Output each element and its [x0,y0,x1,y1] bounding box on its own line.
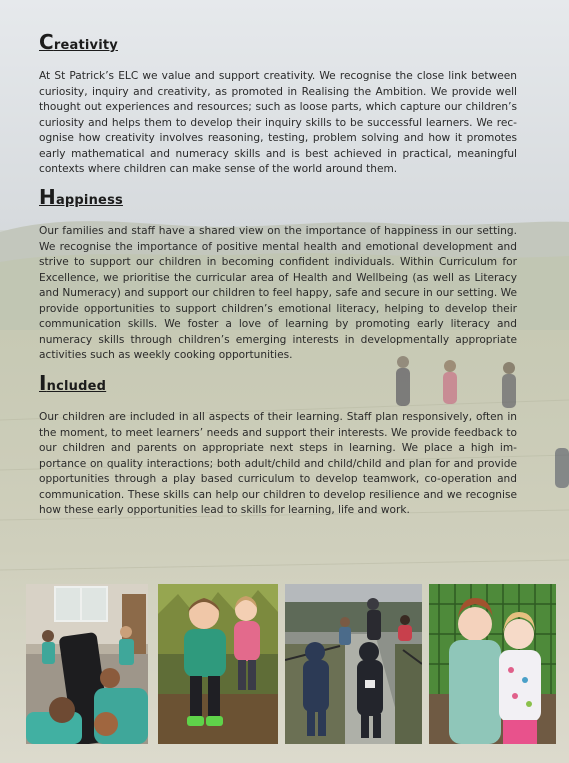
photo-two-girls-fence [429,584,556,744]
heading-creativity: Creativity [39,30,118,54]
paragraph-included: Our children are included in all aspects of their learning. Staff plan responsively, often in the moment, to meet learners’ needs and support their interests. We provide feedback to our children and parents on appropriate next steps in learning. We place a high importance on quality interactions; both adult/child and child/child and plan for and provide opportunities through a play based curriculum to develop teamwork, co-operation and communication. These skills can help our children to develop resilience and we recognise how these early opportunities lead to skills for learning, life and work. [39,411,517,516]
photo-children-garden [158,584,278,744]
paragraph-happiness: Our families and staff have a shared view on the importance of happiness in our setting. We recognise the importance of positive mental health and emotional development and strive to support our children in becoming confident individuals. Within Curriculum for Excellence, we prioritise the curricular area of Health and Wellbeing (as well as Literacy and Numeracy) and support our children to feel happy, safe and secure in our setting. We provide opportunities to support children’s emotional literacy, helping to develop their communication skills. We foster a love of learning by promoting early literacy and numeracy skills through children’s emerging interests in developmentally appropriate activities such as weekly cooking opportunities. [39,225,517,361]
paragraph-creativity: At St Patrick’s ELC we value and support creativity. We recognise the close link between curiosity, inquiry and creativity, as promoted in Realising the Ambition. We provide well thought out experiences and resources; such as loose parts, which capture our children’s curiosity and helps them to develop their inquiry skills to be successful learners. We recognise how creativity involves reasoning, testing, problem solving and how it promotes early mathematical and numeracy skills and is best achieved in practical, meaningful contexts where children can make sense of the world around them. [39,70,517,175]
heading-happiness: Happiness [39,185,123,209]
section-creativity [39,30,517,178]
photo-woodland-walk [285,584,422,744]
section-included [39,371,517,519]
heading-included: Included [39,371,107,395]
photo-classroom-play [26,584,148,744]
section-happiness [39,185,517,364]
